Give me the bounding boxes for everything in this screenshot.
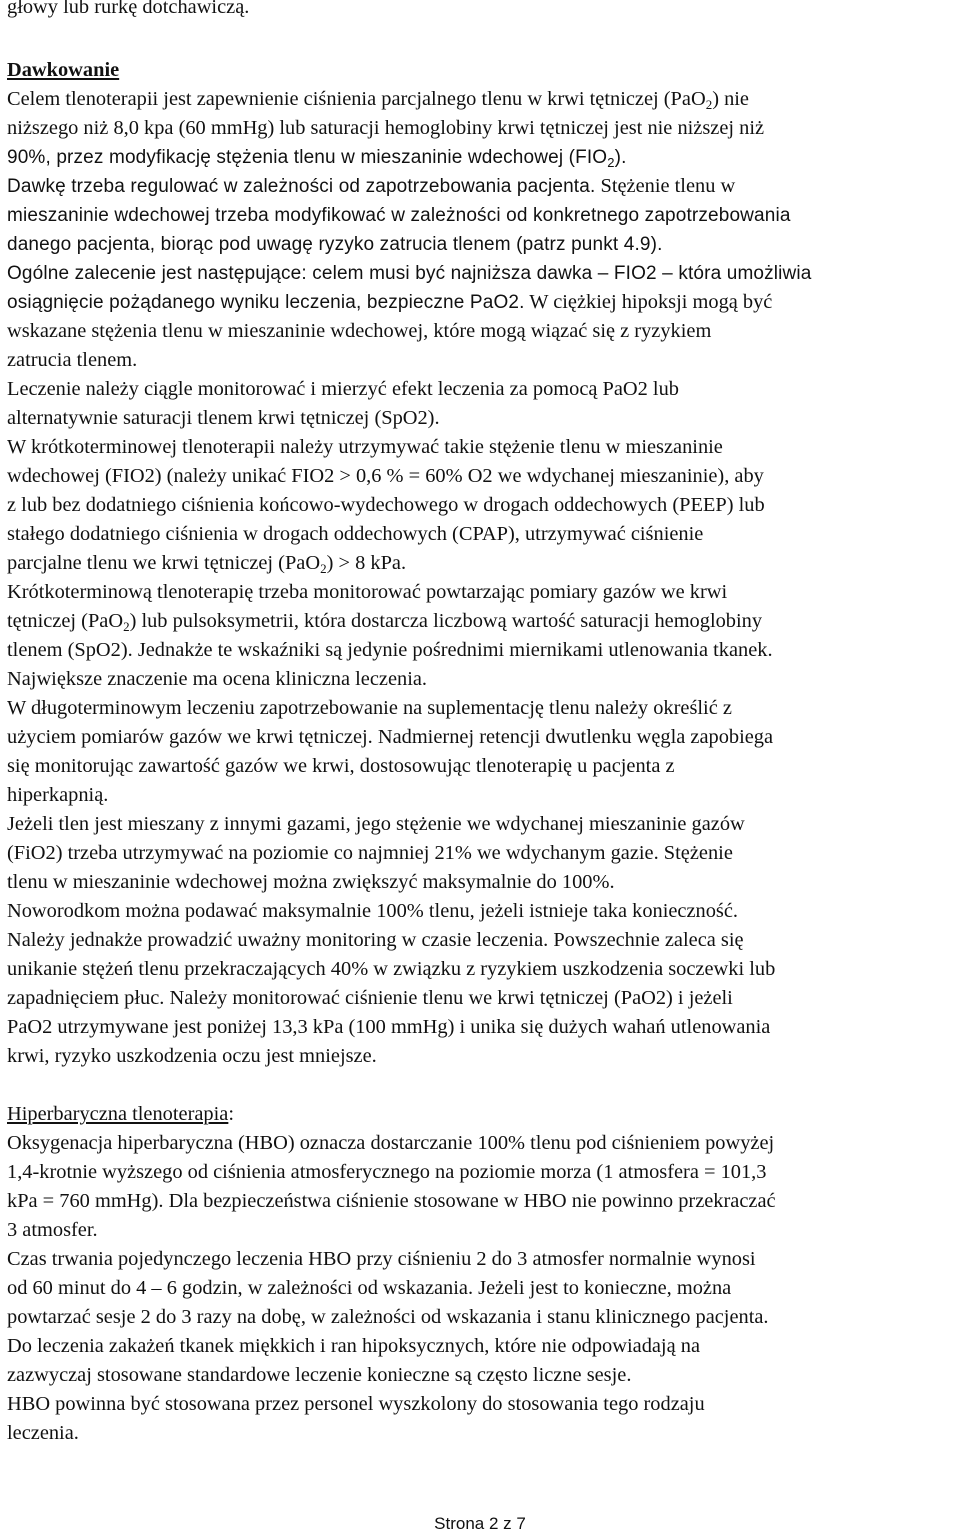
paragraph-line: Jeżeli tlen jest mieszany z innymi gazami, jego stężenie we wdychanej mieszaninie gazów (7, 813, 745, 835)
paragraph-line: leczenia. (7, 1422, 79, 1444)
paragraph-line: Celem tlenoterapii jest zapewnienie ciśnienia parcjalnego tlenu w krwi tętniczej (PaO$_2$) nie (7, 88, 749, 112)
paragraph-line: zatrucia tlenem. (7, 349, 138, 371)
paragraph-line: Krótkoterminową tlenoterapię trzeba monitorować powtarzając pomiary gazów we krwi (7, 581, 728, 603)
paragraph-line: 90%, przez modyfikację stężenia tlenu w mieszaninie wdechowej $(FIO_2)$. (7, 147, 627, 170)
paragraph-line: użyciem pomiarów gazów we krwi tętniczej. Nadmiernej retencji dwutlenku węgla zapobiega (7, 726, 774, 748)
paragraph-line: alternatywnie saturacji tlenem krwi tętniczej (SpO2). (7, 407, 440, 429)
paragraph-line: (FiO2) trzeba utrzymywać na poziomie co najmniej 21% we wdychanym gazie. Stężenie (7, 842, 733, 864)
paragraph-line: od 60 minut do 4 – 6 godzin, w zależności od wskazania. Jeżeli jest to konieczne, można (7, 1277, 732, 1299)
paragraph-line: kPa = 760 mmHg). Dla bezpieczeństwa ciśnienie stosowane w HBO nie powinno przekraczać (7, 1190, 776, 1212)
paragraph-line: tętniczej (PaO$_2$) lub pulsoksymetrii, która dostarcza liczbową wartość saturacji hemoglobiny (7, 610, 763, 634)
paragraph-line: Do leczenia zakażeń tkanek miękkich i ran hipoksycznych, które nie odpowiadają na (7, 1335, 700, 1357)
paragraph-line: osiągnięcie pożądanego wyniku leczenia, bezpieczne PaO2. W ciężkiej hipoksji mogą być (7, 291, 773, 313)
page-number-footer: Strona 2 z 7 (434, 1514, 526, 1533)
paragraph-line: Ogólne zalecenie jest następujące: celem musi być najniższa dawka – FIO2 – która umożliwia (7, 263, 812, 284)
section-heading-dosage: Dawkowanie (7, 59, 120, 81)
paragraph-line: z lub bez dodatniego ciśnienia końcowo-wydechowego w drogach oddechowych (PEEP) lub (7, 494, 765, 516)
paragraph-line: wskazane stężenia tlenu w mieszaninie wdechowej, które mogą wiązać się z ryzykiem (7, 320, 712, 342)
paragraph-line: Noworodkom można podawać maksymalnie 100% tlenu, jeżeli istnieje taka konieczność. (7, 900, 739, 922)
paragraph-line: powtarzać sesje 2 do 3 razy na dobę, w zależności od wskazania i stanu klinicznego pacjenta. (7, 1306, 769, 1328)
paragraph-line: hiperkapnią. (7, 784, 109, 806)
paragraph-line: Należy jednakże prowadzić uważny monitoring w czasie leczenia. Powszechnie zaleca się (7, 929, 744, 951)
paragraph-line: W krótkoterminowej tlenoterapii należy utrzymywać takie stężenie tlenu w mieszaninie (7, 436, 723, 458)
paragraph-line: stałego dodatniego ciśnienia w drogach oddechowych (CPAP), utrzymywać ciśnienie (7, 523, 704, 545)
top-fragment: głowy lub rurkę dotchawiczą. (7, 0, 250, 18)
paragraph-line: krwi, ryzyko uszkodzenia oczu jest mniejsze. (7, 1045, 377, 1067)
paragraph-line: HBO powinna być stosowana przez personel wyszkolony do stosowania tego rodzaju (7, 1393, 705, 1415)
paragraph-line: danego pacjenta, biorąc pod uwagę ryzyko zatrucia tlenem (patrz punkt 4.9). (7, 234, 663, 255)
paragraph-line: zazwyczaj stosowane standardowe leczenie konieczne są często liczne sesje. (7, 1364, 632, 1386)
paragraph-line: Oksygenacja hiperbaryczna (HBO) oznacza dostarczanie 100% tlenu pod ciśnieniem powyżej (7, 1132, 775, 1154)
section-heading-hyperbaric: Hiperbaryczna tlenoterapia: (7, 1103, 235, 1125)
paragraph-line: W długoterminowym leczeniu zapotrzebowanie na suplementację tlenu należy określić z (7, 697, 732, 719)
paragraph-line: tlenem (SpO2). Jednakże te wskaźniki są jedynie pośrednimi miernikami utlenowania tkanek. (7, 639, 773, 661)
paragraph-line: mieszaninie wdechowej trzeba modyfikować w zależności od konkretnego zapotrzebowania (7, 205, 791, 226)
paragraph-line: Leczenie należy ciągle monitorować i mierzyć efekt leczenia za pomocą PaO2 lub (7, 378, 679, 400)
paragraph-line: tlenu w mieszaninie wdechowej można zwiększyć maksymalnie do 100%. (7, 871, 615, 893)
paragraph-line: 1,4-krotnie wyższego od ciśnienia atmosferycznego na poziomie morza (1 atmosfera = 101,3 (7, 1161, 767, 1183)
paragraph-line: się monitorując zawartość gazów we krwi, dostosowując tlenoterapię u pacjenta z (7, 755, 675, 777)
paragraph-line: zapadnięciem płuc. Należy monitorować ciśnienie tlenu we krwi tętniczej (PaO2) i jeżeli (7, 987, 733, 1009)
paragraph-line: Dawkę trzeba regulować w zależności od zapotrzebowania pacjenta. Stężenie tlenu w (7, 175, 736, 197)
paragraph-line: niższego niż 8,0 kpa (60 mmHg) lub saturacji hemoglobiny krwi tętniczej jest nie niższej niż (7, 117, 765, 139)
paragraph-line: wdechowej (FIO2) (należy unikać FIO2 > 0,6 % = 60% O2 we wdychanej mieszaninie), aby (7, 465, 764, 487)
paragraph-line: Czas trwania pojedynczego leczenia HBO przy ciśnieniu 2 do 3 atmosfer normalnie wynosi (7, 1248, 756, 1270)
paragraph-line: parcjalne tlenu we krwi tętniczej (PaO$_2$) > 8 kPa. (7, 552, 407, 576)
paragraph-line: unikanie stężeń tlenu przekraczających 40% w związku z ryzykiem uszkodzenia soczewki lub (7, 958, 776, 980)
paragraph-line: PaO2 utrzymywane jest poniżej 13,3 kPa (100 mmHg) i unika się dużych wahań utlenowania (7, 1016, 771, 1038)
paragraph-line: Największe znaczenie ma ocena kliniczna leczenia. (7, 668, 428, 690)
paragraph-line: 3 atmosfer. (7, 1219, 98, 1241)
